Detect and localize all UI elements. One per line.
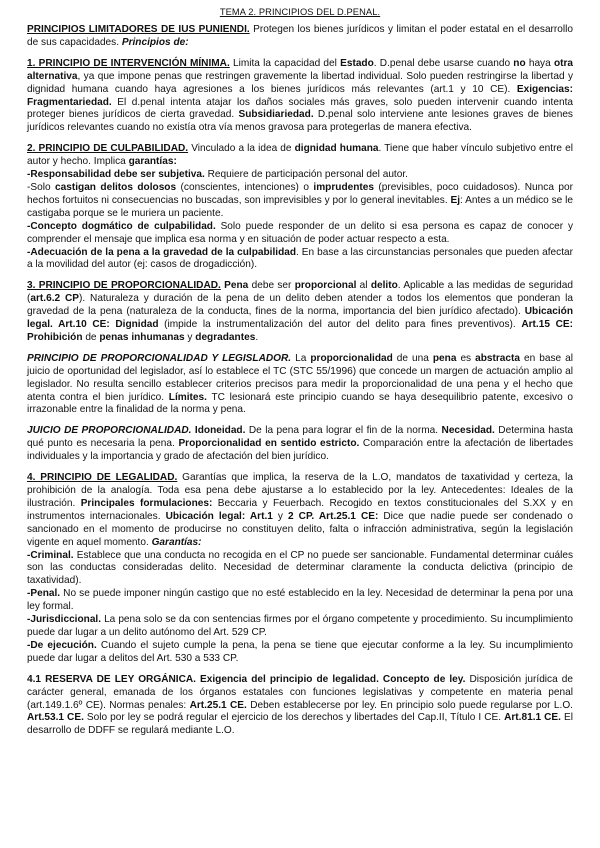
list-item: -Solo castigan delitos dolosos (conscientes, intenciones) o imprudentes (previsibles, poco cuidadosos). Nunca por hechos fortuitos ni consecuencias no buscadas, son imprevisibles y por lo general inevitables. Ej: Antes a un médico se le castigaba porque se le muriera un paciente.	[27, 181, 573, 219]
intro-heading: PRINCIPIOS LIMITADORES DE IUS PUNIENDI.	[27, 24, 250, 35]
list-item: -Criminal. Establece que una conducta no recogida en el CP no puede ser sancionable. Fundamental determinar cuáles son las conductas consideradas delito. Necesidad de determinar claramente la conducta delictiva (principio de taxatividad).	[27, 549, 573, 587]
section-legalidad	[27, 472, 573, 666]
subsection-reserva-ley-organica: 4.1 RESERVA DE LEY ORGÁNICA. Exigencia del principio de legalidad. Concepto de ley. Disposición jurídica de carácter general, emanada de los órganos estatales con funciones legislativas y competente en materia penal (art.149.1.6º CE). Normas penales: Art.25.1 CE. Deben establecerse por ley. En principio solo puede regularse por L.O. Art.53.1 CE. Solo por ley se podrá regular el ejercicio de los derechos y libertades del Cap.II, Título I CE. Art.81.1 CE. El desarrollo de DDFF se regulará mediante L.O.	[27, 673, 573, 737]
list-item: -Concepto dogmático de culpabilidad. Solo puede responder de un delito si esa persona es capaz de conocer y comprender el mensaje que implica esa norma y en situación de poder actuar respecto a esta.	[27, 220, 573, 245]
subsection-proporcionalidad-legislador: PRINCIPIO DE PROPORCIONALIDAD Y LEGISLADOR. La proporcionalidad de una pena es abstracta en base al juicio de oportunidad del legislador, así lo establece el TC (STC 55/1996) que concede un margen de actuación amplio al legislador. No resulta sencillo establecer criterios precisos para medir la proporcionalidad de una pena y el hecho que atenta contra el bien jurídico. Límites. TC lesionará este principio cuando se haya desequilibrio patente, excesivo o irrazonable entre la finalidad de la norma y pena.	[27, 352, 574, 416]
section-2-heading: 2. PRINCIPIO DE CULPABILIDAD.	[27, 143, 189, 155]
section-4-intro: 4. PRINCIPIO DE LEGALIDAD. Garantías que implica, la reserva de la L.O, mandatos de taxatividad y certeza, la prohibición de la analogía. Toda esa pena debe ajustarse a lo establecido por la ley. Antecedentes: Ideales de la ilustración. Principales formulaciones: Beccaria y Feuerbach. Recogido en textos constitucionales del S.XX y en instrumentos internacionales. Ubicación legal: Art.1 y 2 CP. Art.25.1 CE: Dice que nadie puede ser condenado o sancionado en el momento de producirse no constituyen delito, falta o infracción administrativa, según la legislación vigente en aquel momento. Garantías:	[27, 472, 574, 548]
section-1-heading: 1. PRINCIPIO DE INTERVENCIÓN MÍNIMA.	[27, 57, 230, 69]
page-header: TEMA 2. PRINCIPIOS DEL D.PENAL.	[219, 7, 381, 17]
list-item: -Adecuación de la pena a la gravedad de la culpabilidad. En base a las circunstancias personales que pueden afectar a la movilidad del autor (ej: casos de drogadicción).	[27, 246, 573, 271]
subsection-4-1-heading: 4.1 RESERVA DE LEY ORGÁNICA. Exigencia del principio de legalidad. Concepto de ley.	[27, 673, 466, 685]
section-4-heading: 4. PRINCIPIO DE LEGALIDAD.	[27, 472, 178, 484]
section-culpabilidad	[27, 143, 573, 272]
section-proporcionalidad: 3. PRINCIPIO DE PROPORCIONALIDAD. Pena debe ser proporcional al delito. Aplicable a las medidas de seguridad (art.6.2 CP). Naturaleza y duración de la pena de un delito deben atender a todos los elementos que ponderan la gravedad de la pena (naturaleza de la conducta, fines de la norma, importancia del bien jurídico afectado). Ubicación legal. Art.10 CE: Dignidad (impide la instrumentalización del autor del delito para fines preventivos). Art.15 CE: Prohibición de penas inhumanas y degradantes.	[27, 280, 574, 343]
intro-paragraph: PRINCIPIOS LIMITADORES DE IUS PUNIENDI. Protegen los bienes jurídicos y limitan el poder estatal en el desarrollo de sus capacidades. Principios de:	[27, 24, 573, 48]
subsection-heading: PRINCIPIO DE PROPORCIONALIDAD Y LEGISLADOR.	[27, 352, 292, 364]
section-2-intro: 2. PRINCIPIO DE CULPABILIDAD. Vinculado a la idea de dignidad humana. Tiene que haber vínculo subjetivo entre el autor y hecho. Implica garantías:	[27, 143, 574, 168]
subsection-juicio-proporcionalidad: JUICIO DE PROPORCIONALIDAD. Idoneidad. De la pena para lograr el fin de la norma. Necesidad. Determina hasta qué punto es necesaria la pena. Proporcionalidad en sentido estricto. Comparación entre la afectación de libertades individuales y la importancia y grado de afectación del bien jurídico.	[27, 425, 573, 463]
subsection-heading: JUICIO DE PROPORCIONALIDAD.	[27, 425, 192, 437]
list-item: -Jurisdiccional. La pena solo se da con sentencias firmes por el órgano competente y procedimiento. Su incumplimiento puede dar lugar a un delito autónomo del Art. 529 CP.	[27, 614, 573, 638]
section-3-heading: 3. PRINCIPIO DE PROPORCIONALIDAD.	[27, 280, 221, 292]
list-item: -Responsabilidad debe ser subjetiva. Requiere de participación personal del autor.	[27, 169, 408, 181]
section-intervencion-minima: 1. PRINCIPIO DE INTERVENCIÓN MÍNIMA. Limita la capacidad del Estado. D.penal debe usarse cuando no haya otra alternativa, ya que impone penas que restringen gravemente la libertad individual. Solo pueden restringirse la libertad y dignidad humana cuando haya agresiones a los bienes jurídicos más relevantes (art.1 y 10 CE). Exigencias: Fragmentariedad. El d.penal intenta atajar los daños sociales más graves, solo pueden intervenir cuando intenta proteger bienes jurídicos de cierta gravedad. Subsidiariedad. D.penal solo interviene ante lesiones graves de bienes jurídicos relevantes cuando no existía otra vía menos gravosa para protegerlas de manera efectiva.	[27, 57, 574, 134]
list-item: -De ejecución. Cuando el sujeto cumple la pena, la pena se tiene que ejecutar conforme a la ley. Su incumplimiento puede dar lugar a delitos del Art. 530 a 533 CP.	[27, 639, 573, 664]
list-item: -Penal. No se puede imponer ningún castigo que no esté establecido en la ley. Necesidad de determinar la pena por una ley formal.	[27, 588, 573, 613]
